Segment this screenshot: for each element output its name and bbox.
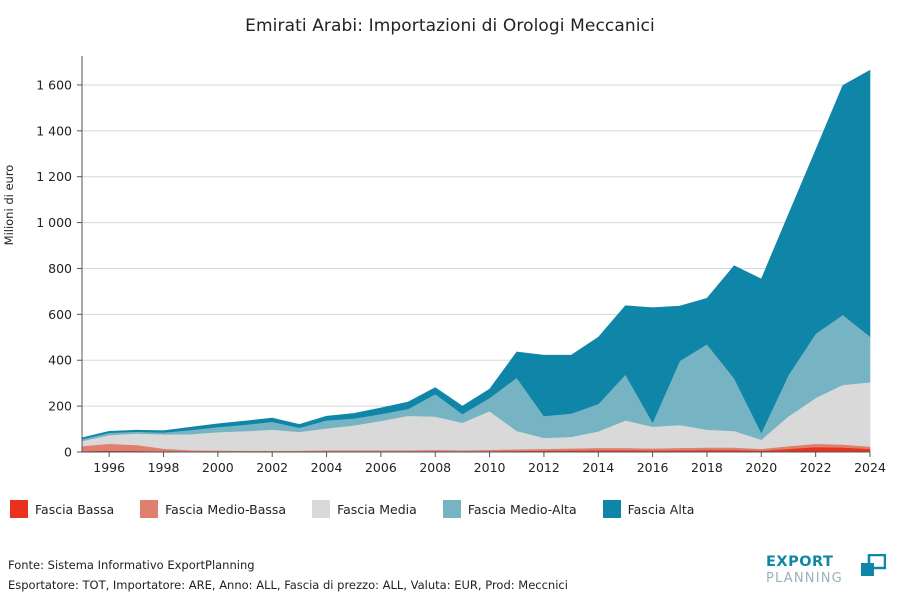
legend-label: Fascia Media bbox=[337, 501, 417, 517]
legend-label: Fascia Alta bbox=[627, 501, 695, 517]
y-tick-label: 400 bbox=[48, 352, 72, 368]
brand-name-bottom: PLANNING bbox=[766, 571, 843, 586]
footer-source: Fonte: Sistema Informativo ExportPlanning bbox=[8, 558, 255, 572]
legend-label: Fascia Medio-Alta bbox=[467, 501, 577, 517]
x-tick-label: 2006 bbox=[364, 460, 397, 475]
legend-swatch-icon bbox=[443, 500, 461, 518]
legend-swatch-icon bbox=[10, 500, 28, 518]
x-tick-label: 2002 bbox=[256, 460, 289, 475]
legend-swatch-icon bbox=[603, 500, 621, 518]
x-tick-label: 2012 bbox=[528, 460, 560, 475]
x-tick-label: 2000 bbox=[201, 460, 234, 475]
x-tick-label: 2022 bbox=[799, 460, 832, 475]
legend-swatch-icon bbox=[312, 500, 330, 518]
y-axis-label: Milioni di euro bbox=[2, 164, 16, 246]
legend-swatch-icon bbox=[140, 500, 158, 518]
y-tick-label: 0 bbox=[64, 444, 72, 460]
legend-item[interactable] bbox=[140, 500, 286, 518]
x-tick-label: 2014 bbox=[582, 460, 615, 475]
x-tick-label: 2024 bbox=[854, 460, 886, 475]
x-tick-label: 1998 bbox=[147, 460, 180, 475]
y-tick-label: 1 400 bbox=[36, 123, 72, 139]
brand-name-top: EXPORT bbox=[766, 554, 834, 570]
y-tick-label: 600 bbox=[48, 306, 72, 322]
legend-item[interactable] bbox=[443, 500, 577, 518]
chart-legend bbox=[0, 500, 900, 518]
chart-footer bbox=[8, 555, 568, 595]
x-tick-label: 2018 bbox=[691, 460, 723, 475]
chart-title: Emirati Arabi: Importazioni di Orologi Meccanici bbox=[245, 16, 655, 36]
x-tick-label: 1996 bbox=[93, 460, 126, 475]
y-tick-label: 800 bbox=[48, 260, 72, 276]
legend-item[interactable] bbox=[312, 500, 417, 518]
y-tick-label: 1 200 bbox=[36, 169, 72, 185]
footer-params: Esportatore: TOT, Importatore: ARE, Anno: ALL, Fascia di prezzo: ALL, Valuta: EUR, Prod: Meccnici bbox=[8, 578, 568, 592]
legend-item[interactable] bbox=[603, 500, 695, 518]
logo-mark-icon bbox=[860, 554, 886, 578]
y-tick-label: 200 bbox=[48, 398, 72, 414]
area-series bbox=[82, 70, 870, 439]
x-tick-label: 2020 bbox=[745, 460, 778, 475]
x-tick-label: 2016 bbox=[636, 460, 669, 475]
x-tick-label: 2004 bbox=[310, 460, 343, 475]
legend-label: Fascia Bassa bbox=[35, 501, 115, 517]
x-tick-label: 2008 bbox=[419, 460, 452, 475]
x-tick-label: 2010 bbox=[473, 460, 506, 475]
y-tick-label: 1 000 bbox=[36, 215, 72, 231]
exportplanning-logo bbox=[766, 554, 886, 594]
y-tick-label: 1 600 bbox=[36, 77, 72, 93]
legend-label: Fascia Medio-Bassa bbox=[165, 501, 287, 517]
legend-item[interactable] bbox=[10, 500, 114, 518]
